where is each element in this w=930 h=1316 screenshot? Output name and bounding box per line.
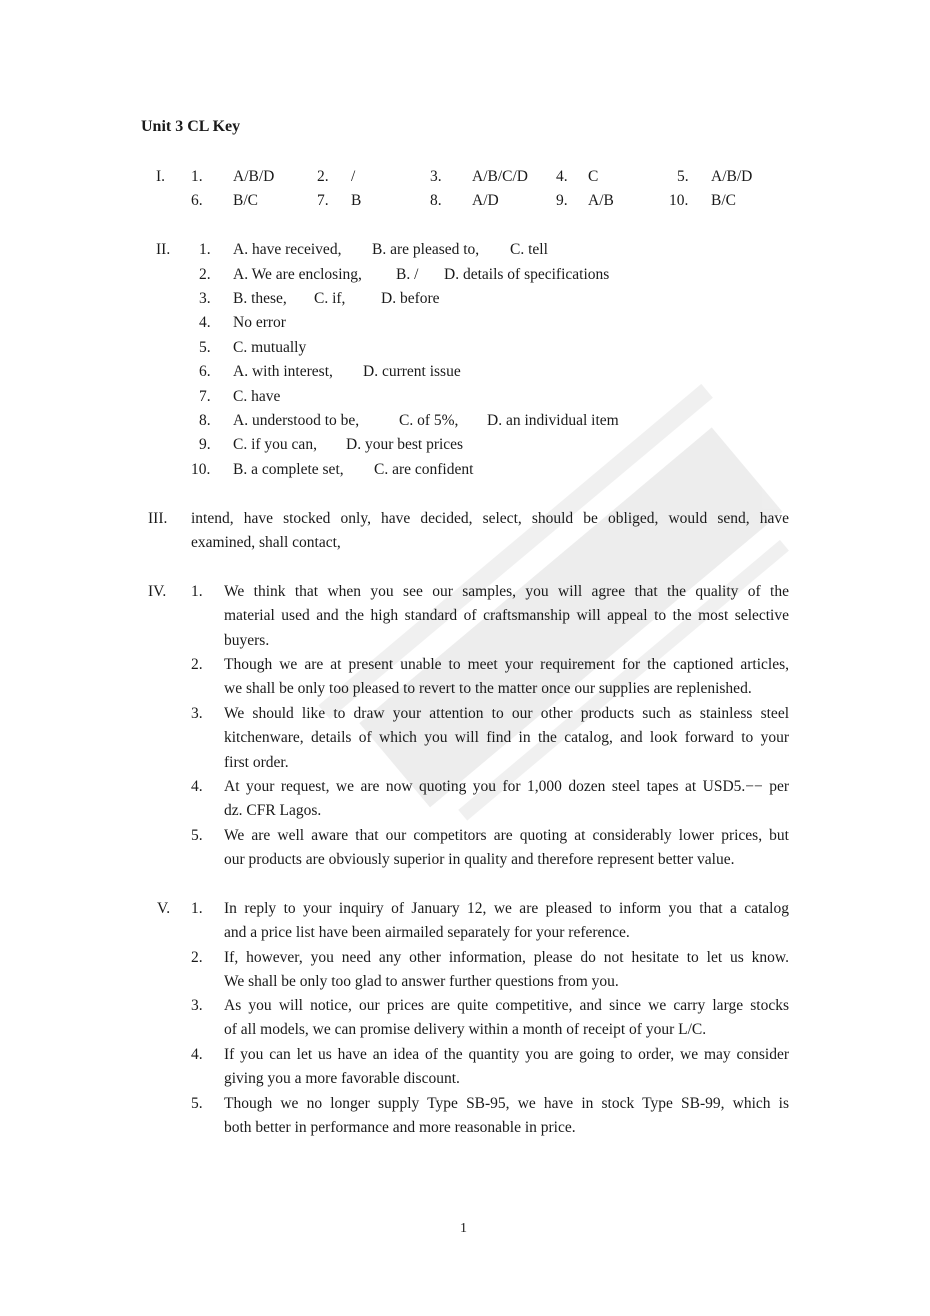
paragraph-line: We should like to draw your attention to our other products such as stainless steel [224,705,789,722]
answer-part: D. details of specifications [444,266,610,283]
answer-paragraph [224,1043,789,1092]
item-number: 3. [191,997,203,1014]
answer-part: C. mutually [233,339,307,356]
item-number: 4. [191,1046,203,1063]
item-number: 7. [199,388,211,405]
answer-part: D. current issue [363,363,461,380]
item-answer: B/C [711,192,736,209]
item-number: 2. [199,266,211,283]
item-answer: A/B/D [711,168,753,185]
item-answer: B [351,192,362,209]
answer-part: D. before [381,290,440,307]
paragraph-line: We shall be only too glad to answer further questions from you. [224,973,619,991]
paragraph-line: both better in performance and more reasonable in price. [224,1119,576,1137]
paragraph-line: At your request, we are now quoting you for 1,000 dozen steel tapes at USD5.−− per [224,778,789,795]
item-answer: A/B/C/D [472,168,528,185]
paragraph-line: material used and the high standard of craftsmanship will appeal to the most selective [224,607,789,625]
page-number: 1 [460,1221,467,1236]
item-number: 4. [199,314,211,331]
section-label: II. [156,241,171,258]
item-number: 10. [669,192,689,209]
answer-part: B. are pleased to, [372,241,480,258]
item-answer: C [588,168,599,185]
item-number: 4. [191,778,203,795]
paragraph-line: As you will notice, our prices are quite competitive, and since we carry large stocks [224,997,789,1014]
answer-part: B. a complete set, [233,461,344,478]
paragraph-line: If you can let us have an idea of the quantity you are going to order, we may consider [224,1046,789,1063]
paragraph-line: If, however, you need any other information, please do not hesitate to let us know. [224,949,789,966]
answer-part: B. / [396,266,419,283]
item-number: 1. [191,900,203,917]
answer-part: D. an individual item [487,412,619,429]
item-number: 1. [199,241,211,258]
section-label: I. [156,168,166,185]
paragraph-line: Though we no longer supply Type SB-95, we have in stock Type SB-99, which is [224,1095,789,1112]
item-number: 5. [677,168,689,185]
item-answer: A/B/D [233,168,275,185]
answer-paragraph [224,994,789,1043]
answer-paragraph [224,897,789,946]
item-number: 10. [191,461,211,478]
item-number: 8. [430,192,442,209]
item-number: 6. [199,363,211,380]
answer-paragraph [224,1092,789,1141]
answer-paragraph [224,946,789,995]
answer-part: A. We are enclosing, [233,266,362,283]
item-number: 2. [317,168,329,185]
item-number: 9. [199,436,211,453]
item-answer: / [351,168,356,185]
answer-part: C. if, [314,290,346,307]
answer-part: C. are confident [374,461,474,478]
item-number: 9. [556,192,568,209]
answer-part: C. if you can, [233,436,317,453]
paragraph-line: intend, have stocked only, have decided, select, should be obliged, would send, have [191,510,789,527]
paragraph-line: buyers. [224,631,270,649]
item-number: 2. [191,949,203,966]
answer-part: D. your best prices [346,436,464,453]
answer-part: B. these, [233,290,287,307]
answer-paragraph [224,824,789,873]
answer-part: A. have received, [233,241,342,258]
item-number: 2. [191,656,203,673]
item-number: 5. [191,1095,203,1112]
item-number: 5. [191,827,203,844]
paragraph-line: giving you a more favorable discount. [224,1070,460,1088]
paragraph-line: dz. CFR Lagos. [224,802,322,820]
item-number: 4. [556,168,568,185]
section-label: IV. [148,583,167,600]
item-number: 3. [430,168,442,185]
paragraph-line: examined, shall contact, [191,534,341,552]
answer-paragraph [191,507,789,556]
answer-paragraph [224,653,789,702]
answer-part: A. with interest, [233,363,333,380]
paragraph-line: In reply to your inquiry of January 12, we are pleased to inform you that a catalog [224,900,789,917]
answer-paragraph [224,775,789,824]
item-answer: A/D [472,192,499,209]
item-number: 3. [191,705,203,722]
item-number: 8. [199,412,211,429]
answer-paragraph [224,702,789,775]
section-label: III. [148,510,168,527]
paragraph-line: our products are obviously superior in quality and therefore represent better value. [224,851,735,869]
item-number: 6. [191,192,203,209]
item-answer: A/B [588,192,614,209]
paragraph-line: and a price list have been airmailed separately for your reference. [224,924,630,942]
answer-part: A. understood to be, [233,412,360,429]
item-number: 1. [191,168,203,185]
paragraph-line: of all models, we can promise delivery within a month of receipt of your L/C. [224,1021,707,1039]
item-answer: B/C [233,192,258,209]
item-number: 5. [199,339,211,356]
paragraph-line: we shall be only too pleased to revert to the matter once our supplies are replenished. [224,680,752,698]
paragraph-line: We think that when you see our samples, you will agree that the quality of the [224,583,789,600]
answer-paragraph [224,580,789,653]
paragraph-line: We are well aware that our competitors are quoting at considerably lower prices, but [224,827,789,844]
section-label: V. [157,900,171,917]
item-number: 1. [191,583,203,600]
page-title: Unit 3 CL Key [141,118,241,135]
answer-part: C. of 5%, [399,412,459,429]
answer-part: C. have [233,388,281,405]
item-number: 7. [317,192,329,209]
answer-part: No error [233,314,286,331]
item-number: 3. [199,290,211,307]
paragraph-line: Though we are at present unable to meet your requirement for the captioned articles, [224,656,789,673]
paragraph-line: kitchenware, details of which you will find in the catalog, and look forward to your [224,729,789,747]
paragraph-line: first order. [224,753,289,771]
answer-part: C. tell [510,241,548,258]
